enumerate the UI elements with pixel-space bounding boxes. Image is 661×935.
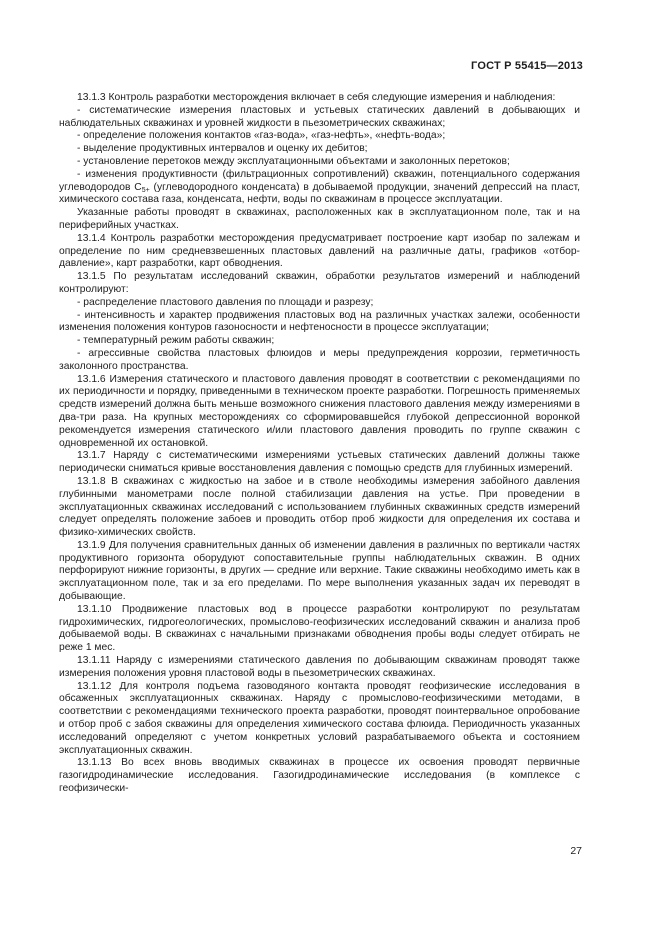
list-item: - агрессивные свойства пластовых флюидов и меры предупреждения коррозии, герметичность заколонного пространства. (59, 347, 580, 372)
list-item: - определение положения контактов «газ-вода», «газ-нефть», «нефть-вода»; (77, 130, 446, 142)
paragraph: 13.1.11 Наряду с измерениями статического давления по добывающим скважинам проводят также измерения положения уровня пластовой воды в пьезометрических скважинах. (59, 655, 580, 679)
paragraph: 13.1.3 Контроль разработки месторождения включает в себя следующие измерения и наблюдения: (77, 92, 556, 103)
document-body (59, 92, 580, 796)
list-item (59, 169, 580, 207)
c5-text-after: (углеводородного конденсата) в добываемой продукции, значений депрессий на пласт, химического состава газа, конденсата, нефти, воды по скважинам в процессе эксплуатации. (59, 181, 580, 206)
standard-header: ГОСТ Р 55415—2013 (471, 60, 583, 72)
list-item: - температурный режим работы скважин; (77, 335, 275, 347)
paragraph: 13.1.9 Для получения сравнительных данных об изменении давления в различных по вертикали частях продуктивного горизонта оборудуют сопоставительные группы наблюдательных скважин. В одних перфорируют нижние горизонты, в других — средние или верхние. Такие скважины необходимо иметь как в эксплуатационном поле, так и за его пределами. По мере выполнения указанных задач их переводят в добывающие. (59, 539, 580, 603)
paragraph: Указанные работы проводят в скважинах, расположенных как в эксплуатационном поле, так и на периферийных участках. (59, 207, 580, 231)
list-item: - установление перетоков между эксплуатационными объектами и заколонных перетоков; (77, 155, 510, 167)
paragraph: 13.1.7 Наряду с систематическими измерениями устьевых статических давлений должны также периодически сниматься кривые восстановления давления с помощью средств для глубинных измерений. (59, 450, 580, 475)
list-item: - систематические измерения пластовых и устьевых статических давлений в добывающих и наблюдательных скважинах и уровней жидкости в пьезометрических скважинах; (59, 104, 580, 129)
paragraph: 13.1.12 Для контроля подъема газоводяного контакта проводят геофизические исследования в обсаженных эксплуатационных скважинах. Наряду с промыслово-геофизическими методами, в соответствии с рекомендациями технического проекта разработки, проводят поинтервальное опробование и отбор проб с забоя скважины для определения химического состава флюида. Периодичность указанных исследований определяют с учетом конкретных условий разрабатываемого объекта и состоянием эксплуатационных скважин. (59, 680, 580, 756)
list-item: - распределение пластового давления по площади и разрезу; (77, 296, 374, 308)
paragraph: 13.1.4 Контроль разработки месторождения предусматривает построение карт изобар по залежам и определение по ним средневзвешенных пластовых давлений на различные даты, графиков «отбор-давление», карт разработки, карт обводнения. (59, 232, 580, 270)
paragraph: 13.1.10 Продвижение пластовых вод в процессе разработки контролируют по результатам гидрохимических, гидрогеологических, промыслово-геофизических исследований скважин и анализа проб добываемой воды. В скважинах с начальными признаками обводнения пробы воды следует отбирать не реже 1 мес. (59, 603, 580, 654)
paragraph: 13.1.5 По результатам исследований скважин, обработки результатов измерений и наблюдений контролируют: (59, 271, 580, 295)
paragraph: 13.1.13 Во всех вновь вводимых скважинах в процессе их освоения проводят первичные газогидродинамические исследования. Газогидродинамические исследования (в комплексе с геофизически- (59, 757, 580, 795)
c5-subscript: 5+ (141, 186, 150, 194)
list-item: - интенсивность и характер продвижения пластовых вод на различных участках залежи, особенности изменения положения контуров газоносности и нефтеносности в процессе эксплуатации; (59, 309, 580, 334)
paragraph: 13.1.8 В скважинах с жидкостью на забое и в стволе необходимы измерения забойного давления глубинными манометрами после полной стабилизации давления на устье. При проведении в эксплуатационных скважинах исследований с использованием глубинных скважинных средств измерений следует определять положение забоев и проводить отбор проб жидкости для определения их состава и физико-химических свойств. (59, 475, 580, 539)
list-item: - выделение продуктивных интервалов и оценку их дебитов; (77, 143, 368, 155)
paragraph: 13.1.6 Измерения статического и пластового давления проводят в соответствии с рекомендациями по их периодичности и порядку, приведенными в техническом проекте разработки. Погрешность применяемых средств измерений должна быть меньше возможного снижения пластового давления между измерениями в два-три раза. На крупных месторождениях со сформировавшейся глубокой депрессионной воронкой рекомендуется измерения статического и/или пластового давления проводить по группе скважин с одновременной их остановкой. (59, 373, 580, 449)
page-number: 27 (570, 845, 582, 857)
c5-text-before: - изменения продуктивности (фильтрационных сопротивлений) скважин, потенциального содержания углеводородов C (59, 168, 580, 193)
